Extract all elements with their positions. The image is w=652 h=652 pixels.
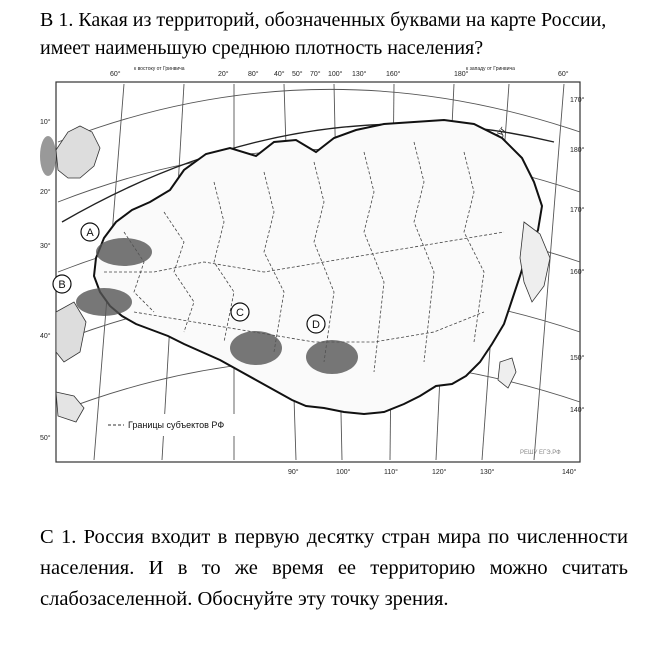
svg-text:60°: 60° bbox=[110, 71, 121, 78]
marker-c bbox=[231, 303, 249, 321]
svg-text:100°: 100° bbox=[336, 469, 351, 476]
svg-text:60°: 60° bbox=[558, 71, 569, 78]
svg-text:50°: 50° bbox=[292, 71, 303, 78]
svg-text:20°: 20° bbox=[218, 71, 229, 78]
svg-text:B: B bbox=[58, 279, 66, 291]
russia-map bbox=[34, 62, 585, 480]
territory-d bbox=[306, 340, 358, 374]
svg-text:50°: 50° bbox=[40, 435, 51, 442]
svg-text:180°: 180° bbox=[454, 71, 469, 78]
svg-text:130°: 130° bbox=[352, 71, 367, 78]
question-b1: В 1. Какая из территорий, обозначенных буквами на карте России, имеет наименьшую среднюю плотность населения? bbox=[40, 9, 607, 59]
legend-label: Границы субъектов РФ bbox=[128, 420, 225, 430]
top-note-right: к западу от Гринвича bbox=[466, 66, 515, 72]
svg-text:140°: 140° bbox=[570, 407, 585, 414]
svg-text:20°: 20° bbox=[40, 189, 51, 196]
svg-text:140°: 140° bbox=[562, 469, 577, 476]
svg-text:70°: 70° bbox=[310, 71, 321, 78]
marker-b bbox=[53, 275, 71, 293]
watermark: РЕШУ ЕГЭ.РФ bbox=[520, 450, 561, 456]
svg-text:180°: 180° bbox=[570, 147, 585, 154]
iceland-blob bbox=[40, 136, 56, 176]
svg-text:100°: 100° bbox=[328, 71, 343, 78]
svg-text:130°: 130° bbox=[480, 469, 495, 476]
territory-c bbox=[230, 331, 282, 365]
svg-text:40°: 40° bbox=[40, 333, 51, 340]
territory-b bbox=[76, 288, 132, 316]
svg-text:D: D bbox=[312, 319, 320, 331]
marker-d bbox=[307, 315, 325, 333]
svg-text:160°: 160° bbox=[570, 269, 585, 276]
top-note-left: к востоку от Гринвича bbox=[134, 66, 185, 72]
svg-text:80°: 80° bbox=[248, 71, 259, 78]
bottom-degree-labels bbox=[288, 468, 577, 476]
svg-text:40°: 40° bbox=[274, 71, 285, 78]
svg-text:90°: 90° bbox=[288, 469, 299, 476]
svg-text:A: A bbox=[86, 227, 94, 239]
svg-text:150°: 150° bbox=[570, 355, 585, 362]
territory-a bbox=[96, 238, 152, 266]
svg-text:110°: 110° bbox=[384, 469, 398, 476]
svg-text:C: C bbox=[236, 307, 244, 319]
svg-text:10°: 10° bbox=[40, 119, 51, 126]
svg-text:120°: 120° bbox=[432, 469, 447, 476]
question-c1: С 1. Россия входит в первую десятку стран мира по численности населения. И в то же время ее территорию можно считать слабозаселенной. Обоснуйте эту точку зрения. bbox=[40, 526, 628, 610]
svg-text:170°: 170° bbox=[570, 207, 585, 214]
svg-text:170°: 170° bbox=[570, 97, 585, 104]
svg-text:30°: 30° bbox=[40, 243, 51, 250]
marker-a bbox=[81, 223, 99, 241]
svg-text:160°: 160° bbox=[386, 71, 401, 78]
